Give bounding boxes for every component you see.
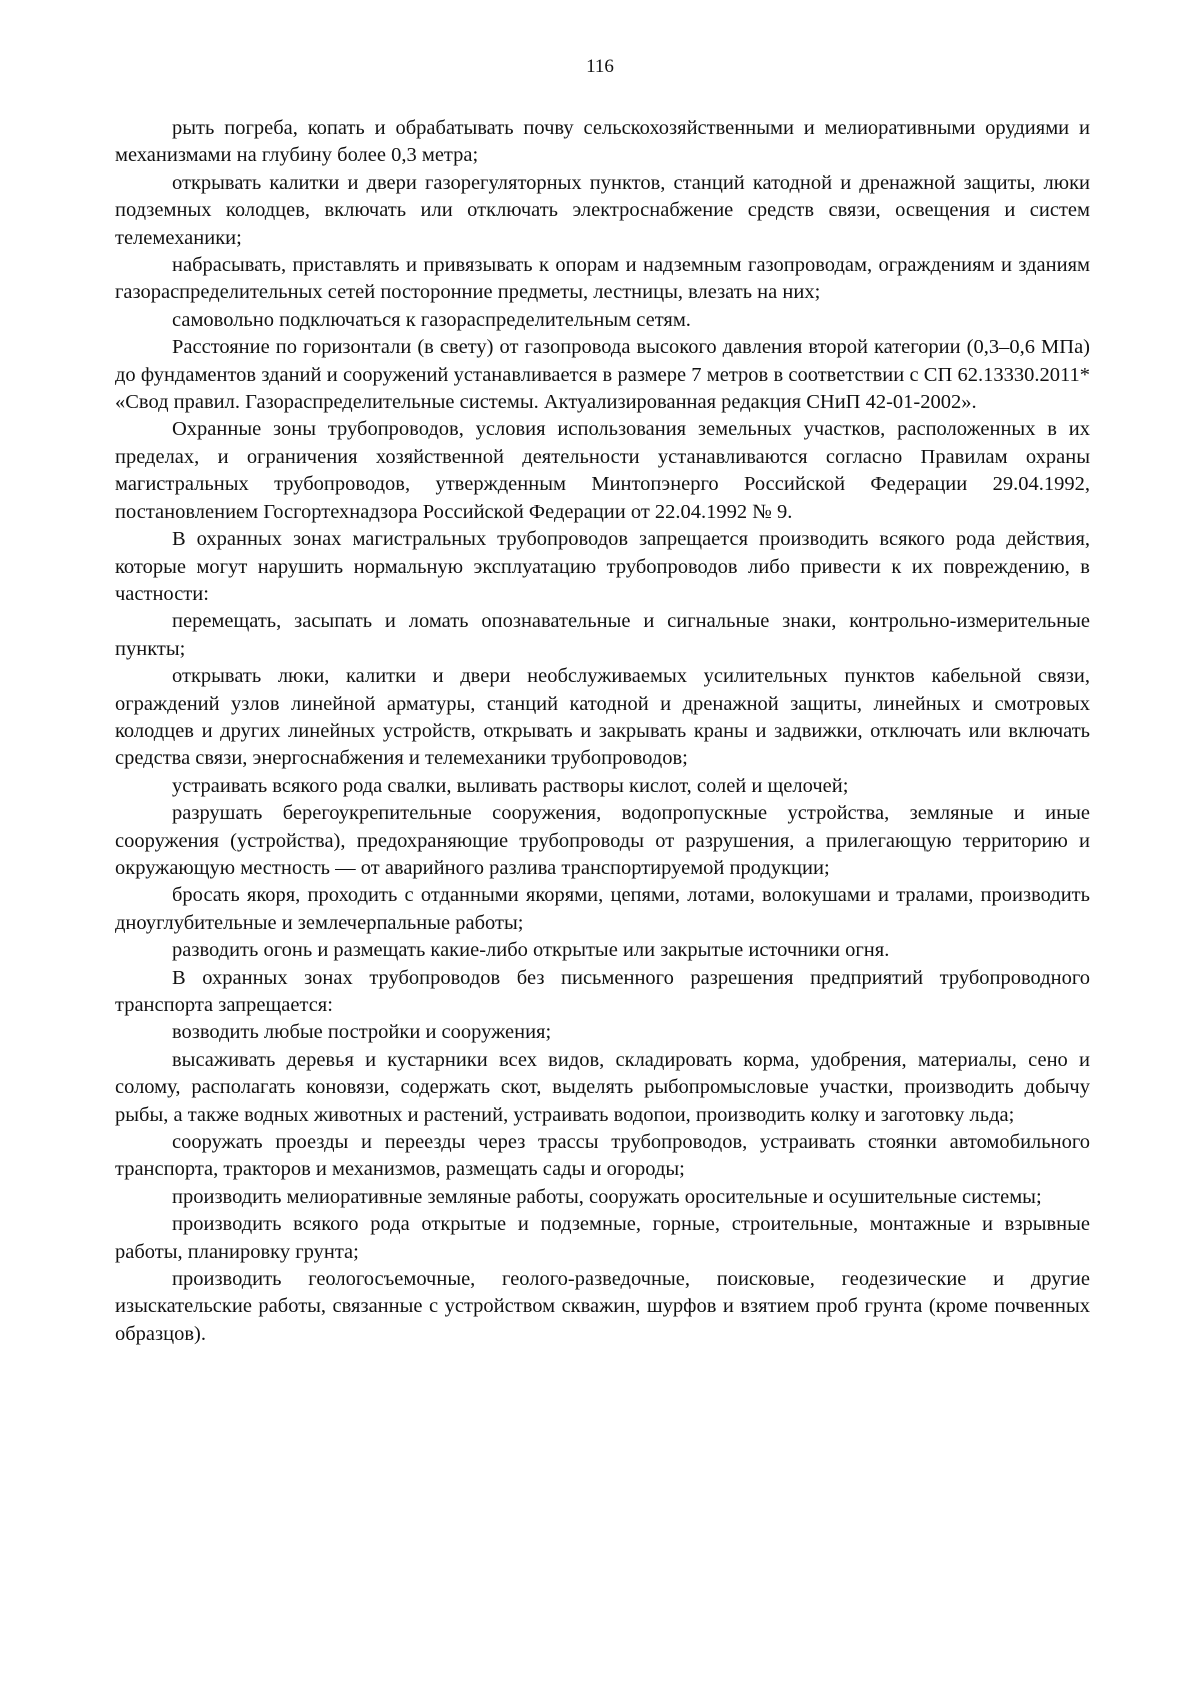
paragraph: набрасывать, приставлять и привязывать к опорам и надземным газопроводам, ограждениям и зданиям газораспределительных сетей посторонние предметы, лестницы, влезать на них; [115,254,1090,304]
paragraph: рыть погреба, копать и обрабатывать почву сельскохозяйственными и мелиоративными орудиями и механизмами на глубину более 0,3 метра; [115,117,1090,167]
paragraph: открывать калитки и двери газорегуляторных пунктов, станций катодной и дренажной защиты, люки подземных колодцев, включать или отключать электроснабжение средств связи, освещения и систем телемеханики; [115,171,1090,249]
paragraph: В охранных зонах трубопроводов без письменного разрешения предприятий трубопроводного транспорта запрещается: [115,966,1090,1016]
paragraph: разводить огонь и размещать какие-либо открытые или закрытые источники огня. [172,939,890,962]
paragraph: возводить любые постройки и сооружения; [172,1021,552,1044]
paragraph: сооружать проезды и переезды через трассы трубопроводов, устраивать стоянки автомобильного транспорта, тракторов и механизмов, размещать сады и огороды; [115,1131,1090,1181]
paragraph: разрушать берегоукрепительные сооружения, водопропускные устройства, земляные и иные сооружения (устройства), предохраняющие трубопроводы от разрушения, а прилегающую территорию и окружающую местность — от аварийного разлива транспортируемой продукции; [115,802,1090,879]
paragraph: самовольно подключаться к газораспределительным сетям. [172,308,691,331]
paragraph: высаживать деревья и кустарники всех видов, складировать корма, удобрения, материалы, сено и солому, располагать коновязи, содержать скот, выделять рыбопромысловые участки, производить добычу рыбы, а также водных животных и растений, устраивать водопои, производить колку и заготовку льда; [115,1048,1090,1126]
paragraph: открывать люки, калитки и двери необслуживаемых усилительных пунктов кабельной связи, ограждений узлов линейной арматуры, станций катодной и дренажной защиты, линейных и смотровых колодцев и других линейных устройств, открывать и закрывать краны и задвижки, отключать или включать средства связи, энергоснабжения и телемеханики трубопроводов; [115,665,1090,770]
paragraph: Охранные зоны трубопроводов, условия использования земельных участков, расположенных в их пределах, и ограничения хозяйственной деятельности устанавливаются согласно Правилам охраны магистральных трубопроводов, утвержденным Минтопэнерго Российской Федерации 29.04.1992, постановлением Госгортехнадзора Российской Федерации от 22.04.1992 № 9. [115,418,1090,523]
page-number: 116 [586,56,614,77]
paragraph: В охранных зонах магистральных трубопроводов запрещается производить всякого рода действия, которые могут нарушить нормальную эксплуатацию трубопроводов либо привести к их повреждению, в частности: [115,528,1090,605]
paragraph: производить всякого рода открытые и подземные, горные, строительные, монтажные и взрывные работы, планировку грунта; [115,1213,1090,1263]
paragraph: производить геологосъемочные, геолого-разведочные, поисковые, геодезические и другие изыскательские работы, связанные с устройством скважин, шурфов и взятием проб грунта (кроме почвенных образцов). [115,1268,1090,1345]
paragraph: бросать якоря, проходить с отданными якорями, цепями, лотами, волокушами и тралами, производить дноуглубительные и землечерпальные работы; [115,884,1090,934]
paragraph: устраивать всякого рода свалки, выливать растворы кислот, солей и щелочей; [172,774,849,797]
paragraph: производить мелиоративные земляные работы, сооружать оросительные и осушительные системы; [172,1185,1042,1208]
document-body [115,115,1090,1348]
paragraph: Расстояние по горизонтали (в свету) от газопровода высокого давления второй категории (0,3–0,6 МПа) до фундаментов зданий и сооружений устанавливается в размере 7 метров в соответствии с СП 62.13330.2011* «Свод правил. Газораспределительные системы. Актуализированная редакция СНиП 42-01-2002». [115,336,1090,414]
paragraph: перемещать, засыпать и ломать опознавательные и сигнальные знаки, контрольно-измерительные пункты; [115,610,1090,660]
